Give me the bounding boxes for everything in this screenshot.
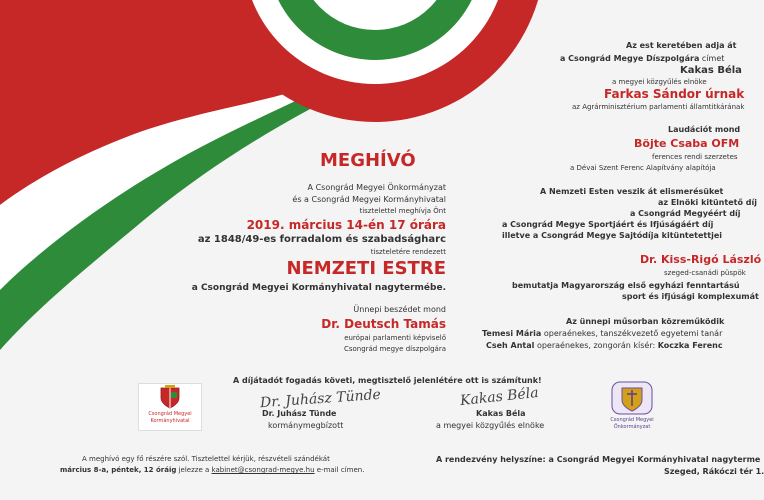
rsvp-line-1: A meghívó egy fő részére szól. Tisztelettel kérjük, részvételi szándékát	[82, 455, 330, 463]
program-awardee-role: az Agrárminisztérium parlamenti államtitkárának	[572, 103, 745, 111]
laudation-label: Laudációt mond	[668, 125, 741, 134]
signature-2: Kakas Béla	[459, 384, 540, 410]
program-kakas: Kakas Béla	[680, 65, 742, 76]
performer-2-accompanist: Koczka Ferenc	[657, 341, 723, 350]
program-line-2-suffix: címet	[701, 54, 725, 63]
rsvp-line-2	[60, 467, 364, 474]
rsvp-email-suffix: e-mail címen.	[316, 466, 365, 474]
left-logo-line-1: Csongrád Megyei	[148, 411, 192, 417]
speaker-role-2: Csongrád megye díszpolgára	[343, 345, 446, 353]
onkormanyzat-logo	[608, 380, 656, 436]
bishop-name: Dr. Kiss-Rigó László	[640, 253, 762, 266]
right-logo-line-1: Csongrád Megyei	[610, 417, 654, 423]
org-line-3: tisztelettel meghívja Önt	[359, 207, 446, 215]
award-4: illetve a Csongrád Megye Sajtódíja kitüntetettjei	[502, 231, 722, 240]
program-line-1: Az est keretében adja át	[626, 41, 737, 50]
location-line-2: Szeged, Rákóczi tér 1.	[664, 467, 764, 476]
performer-1-name: Temesi Mária	[482, 329, 542, 338]
rsvp-instruction: jelezze a	[178, 466, 210, 474]
org-line-1: A Csongrád Megyei Önkormányzat	[307, 183, 446, 192]
speech-label: Ünnepi beszédet mond	[353, 305, 446, 314]
signer-2-role: a megyei közgyűlés elnöke	[436, 421, 545, 430]
program-line-2	[560, 55, 724, 63]
award-3: a Csongrád Megye Sportjáért és Ifjúságáért díj	[502, 220, 714, 229]
county-crest-icon	[608, 380, 656, 416]
performer-2-accompanist-label: zongorán kísér:	[593, 341, 656, 350]
performer-2-name: Cseh Antal	[486, 341, 535, 350]
bishop-role: szeged-csanádi püspök	[664, 269, 746, 277]
invite-title: MEGHÍVÓ	[320, 150, 416, 171]
kormanyhivatal-logo	[138, 383, 202, 431]
bishop-line-2: sport és ifjúsági komplexumát	[622, 292, 759, 301]
event-name: NEMZETI ESTRE	[286, 258, 446, 279]
signer-1-name: Dr. Juhász Tünde	[262, 409, 337, 418]
reception-note: A díjátadót fogadás követi, megtisztelő jelenlétére ott is számítunk!	[233, 376, 542, 385]
award-2: a Csongrád Megyéért díj	[630, 209, 741, 218]
left-logo-line-2: Kormányhivatal	[150, 418, 190, 424]
honor-line: tiszteletére rendezett	[370, 248, 446, 256]
venue-line: a Csongrád Megyei Kormányhivatal nagytermébe.	[191, 283, 446, 293]
performer-1-role: operaénekes, tanszékvezető egyetemi tanár	[543, 329, 723, 338]
event-line: az 1848/49-es forradalom és szabadságharc	[197, 234, 446, 245]
signer-2-name: Kakas Béla	[476, 409, 526, 418]
signer-1-role: kormánymegbízott	[268, 421, 344, 430]
program-kakas-role: a megyei közgyűlés elnöke	[612, 78, 707, 86]
event-date: 2019. március 14-én 17 órára	[246, 218, 446, 232]
laudation-speaker: Böjte Csaba OFM	[634, 137, 740, 150]
performers-heading: Az ünnepi műsorban közreműködik	[566, 317, 725, 326]
location-line-1: A rendezvény helyszíne: a Csongrád Megyei Kormányhivatal nagyterme	[436, 455, 761, 464]
award-1: az Elnöki kitüntető díj	[658, 198, 757, 207]
program-line-2-title: a Csongrád Megye Díszpolgára	[560, 54, 700, 63]
laudation-role-1: ferences rendi szerzetes	[652, 153, 738, 161]
awards-heading: A Nemzeti Esten veszik át elismerésüket	[540, 187, 724, 196]
org-line-2: és a Csongrád Megyei Kormányhivatal	[292, 195, 446, 204]
rsvp-email-link[interactable]: kabinet@csongrad-megye.hu	[211, 466, 315, 474]
signature-1: Dr. Juhász Tünde	[259, 386, 382, 412]
bishop-line-1: bemutatja Magyarország első egyházi fenntartású	[512, 281, 740, 290]
speaker-role-1: európai parlamenti képviselő	[344, 334, 446, 342]
right-logo-line-2: Önkormányzat	[613, 424, 651, 430]
performer-2-role: operaénekes,	[536, 341, 591, 350]
laudation-role-2: a Dévai Szent Ferenc Alapítvány alapítója	[570, 164, 716, 172]
coat-of-arms-icon	[139, 384, 201, 410]
speaker-name: Dr. Deutsch Tamás	[321, 317, 446, 331]
program-awardee: Farkas Sándor úrnak	[604, 87, 745, 101]
performer-2	[486, 342, 723, 350]
rsvp-deadline: március 8-a, péntek, 12 óráig	[60, 466, 177, 474]
performer-1	[482, 330, 722, 338]
